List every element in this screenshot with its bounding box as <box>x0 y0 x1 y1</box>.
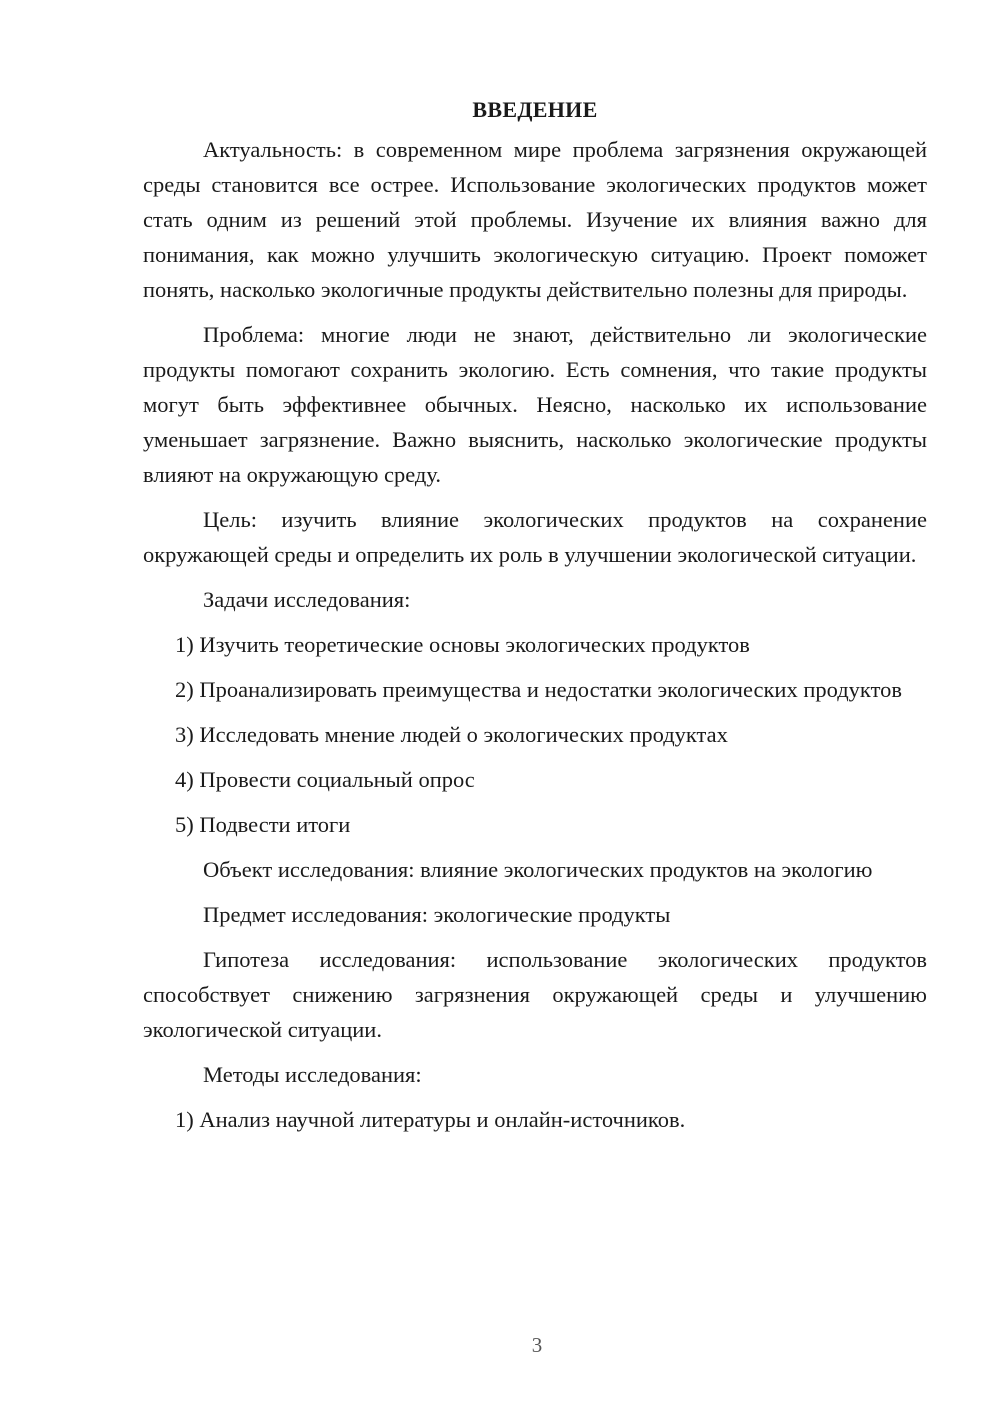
page-number: 3 <box>531 1333 543 1357</box>
task-item-5: 5) Подвести итоги <box>175 812 351 837</box>
problem-paragraph: Проблема: многие люди не знают, действительно ли экологические продукты помогают сохранить экологию. Есть сомнения, что такие продукты могут быть эффективнее обычных. Неясно, насколько их использование уменьшает загрязнение. Важно выяснить, насколько экологические продукты влияют на окружающую среду. <box>143 322 927 487</box>
methods-heading: Методы исследования: <box>203 1062 422 1087</box>
task-item-2: 2) Проанализировать преимущества и недостатки экологических продуктов <box>175 677 902 702</box>
document-page <box>143 90 927 1137</box>
hypothesis-paragraph: Гипотеза исследования: использование экологических продуктов способствует снижению загрязнения окружающей среды и улучшению экологической ситуации. <box>143 947 927 1042</box>
relevance-paragraph: Актуальность: в современном мире проблема загрязнения окружающей среды становится все острее. Использование экологических продуктов может стать одним из решений этой проблемы. Изучение их влияния важно для понимания, как можно улучшить экологическую ситуацию. Проект поможет понять, насколько экологичные продукты действительно полезны для природы. <box>143 137 927 302</box>
task-item-1: 1) Изучить теоретические основы экологических продуктов <box>175 632 750 657</box>
section-title: ВВЕДЕНИЕ <box>472 97 598 122</box>
method-item-1: 1) Анализ научной литературы и онлайн-источников. <box>175 1107 686 1132</box>
task-item-3: 3) Исследовать мнение людей о экологических продуктах <box>175 722 728 747</box>
object-paragraph: Объект исследования: влияние экологических продуктов на экологию <box>203 857 873 882</box>
goal-paragraph: Цель: изучить влияние экологических продуктов на сохранение окружающей среды и определить их роль в улучшении экологической ситуации. <box>143 507 927 567</box>
task-item-4: 4) Провести социальный опрос <box>175 767 475 792</box>
tasks-heading: Задачи исследования: <box>203 587 411 612</box>
subject-paragraph: Предмет исследования: экологические продукты <box>203 902 671 927</box>
